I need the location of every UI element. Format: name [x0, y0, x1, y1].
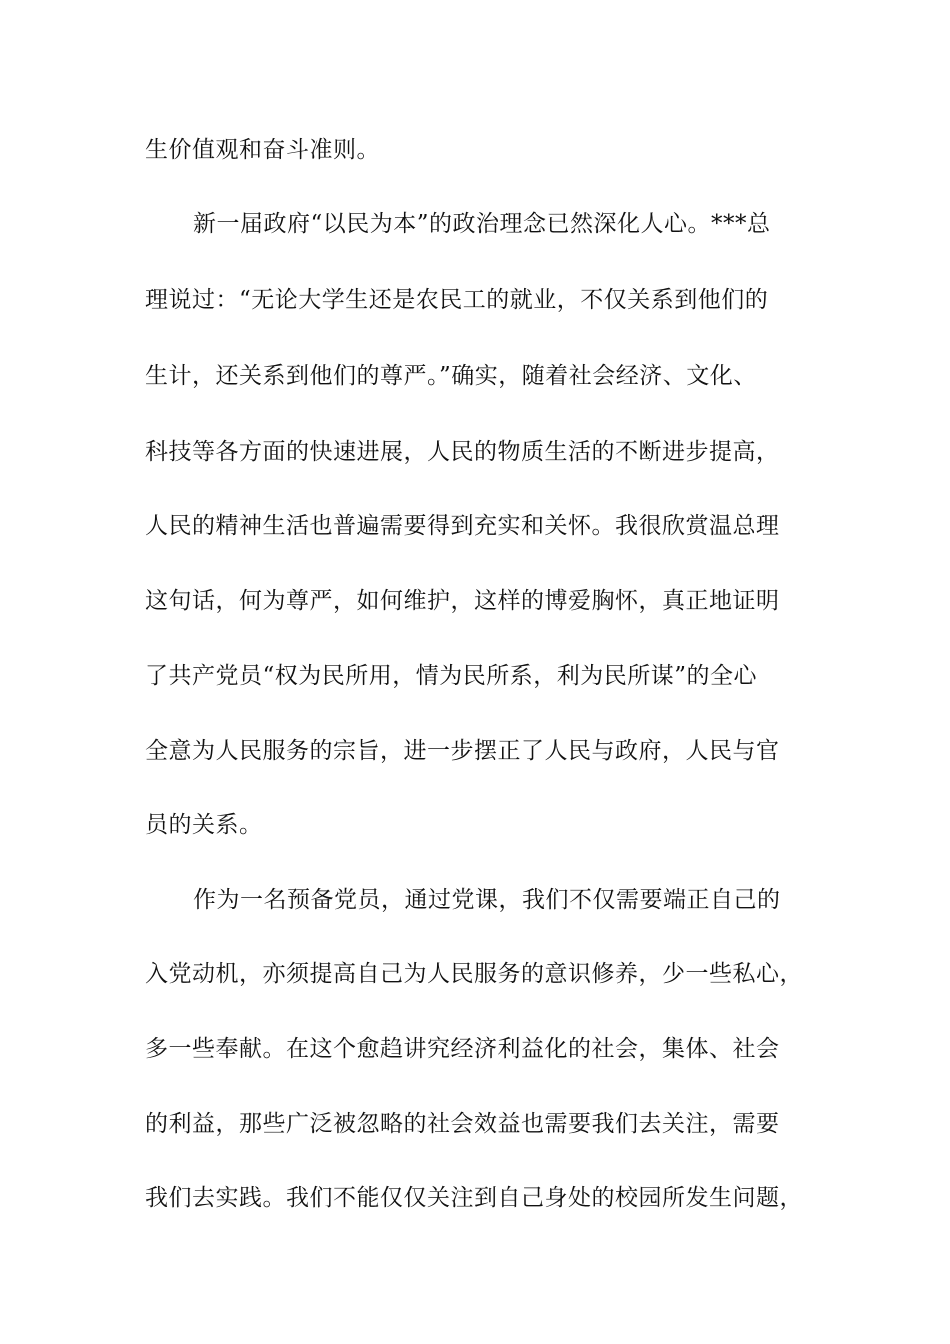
text-line: 人民的精神生活也普遍需要得到充实和关怀。我很欣赏温总理 [145, 513, 780, 539]
text-line: 生计，还关系到他们的尊严。”确实，随着社会经济、文化、 [145, 363, 757, 389]
text-line: 理说过：“无论大学生还是农民工的就业，不仅关系到他们的 [145, 287, 769, 313]
text-line: 入党动机，亦须提高自己为人民服务的意识修养，少一些私心， [145, 961, 803, 987]
paragraph-start-line: 新一届政府“以民为本”的政治理念已然深化人心。***总 [193, 211, 771, 237]
text-line: 的利益，那些广泛被忽略的社会效益也需要我们去关注，需要 [145, 1111, 780, 1137]
text-line: 员的关系。 [145, 812, 263, 838]
text-line: 多一些奉献。在这个愈趋讲究经济利益化的社会，集体、社会 [145, 1036, 780, 1062]
paragraph-start-line: 作为一名预备党员，通过党课，我们不仅需要端正自己的 [193, 887, 781, 913]
text-line: 这句话，何为尊严，如何维护，这样的博爱胸怀，真正地证明 [145, 588, 780, 614]
text-line: 了共产党员“权为民所用，情为民所系，利为民所谋”的全心 [145, 663, 758, 689]
text-line: 全意为人民服务的宗旨，进一步摆正了人民与政府，人民与官 [145, 738, 780, 764]
text-line: 科技等各方面的快速进展，人民的物质生活的不断进步提高， [145, 439, 780, 465]
text-line: 我们去实践。我们不能仅仅关注到自己身处的校园所发生问题， [145, 1185, 803, 1211]
text-line: 生价值观和奋斗准则。 [145, 137, 380, 163]
